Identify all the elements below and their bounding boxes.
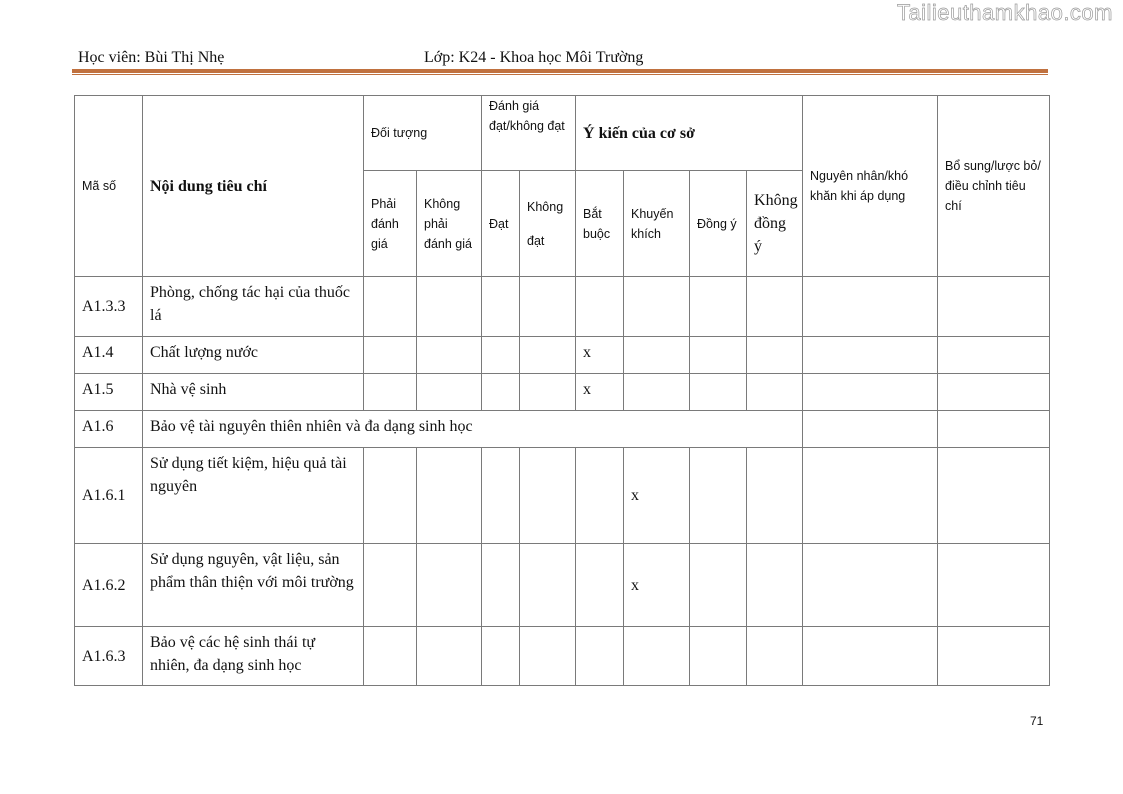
header-fail: Không đạt: [520, 171, 576, 277]
cell-encouraged: [624, 337, 690, 374]
criteria-table: [74, 95, 1050, 686]
row-content: Phòng, chống tác hại của thuốc lá: [143, 277, 364, 337]
header-student: Học viên: Bùi Thị Nhẹ: [78, 49, 225, 66]
cell-mandatory: [576, 544, 624, 627]
watermark: Tailieuthamkhao.com: [896, 0, 1113, 25]
header-class: Lớp: K24 - Khoa học Môi Trường: [424, 49, 644, 66]
cell-mandatory: x: [576, 337, 624, 374]
header-evaluation: Đánh giá đạt/không đạt: [482, 96, 576, 171]
row-content: Bảo vệ các hệ sinh thái tự nhiên, đa dạng sinh học: [143, 627, 364, 686]
cell-encouraged: [624, 374, 690, 411]
header-reason: Nguyên nhân/khó khăn khi áp dụng: [803, 96, 938, 277]
cell-encouraged: [624, 627, 690, 686]
header-opinion: Ý kiến của cơ sở: [576, 96, 803, 171]
header-disagree: Không đồng ý: [747, 171, 803, 277]
row-content: Nhà vệ sinh: [143, 374, 364, 411]
page-number: 71: [1030, 714, 1044, 728]
cell-encouraged: x: [624, 448, 690, 544]
cell-encouraged: [624, 277, 690, 337]
header-content: Nội dung tiêu chí: [143, 96, 364, 277]
header-rule: [72, 69, 1048, 73]
row-code: A1.6.2: [75, 544, 143, 627]
header-must-evaluate: Phải đánh giá: [364, 171, 417, 277]
row-code: A1.6.1: [75, 448, 143, 544]
header-pass: Đạt: [482, 171, 520, 277]
row-content: Sử dụng tiết kiệm, hiệu quả tài nguyên: [143, 448, 364, 544]
row-code: A1.6.3: [75, 627, 143, 686]
cell-mandatory: [576, 448, 624, 544]
row-content: Sử dụng nguyên, vật liệu, sản phẩm thân thiện với môi trường: [143, 544, 364, 627]
row-code: A1.3.3: [75, 277, 143, 337]
cell-mandatory: [576, 627, 624, 686]
header-agree: Đồng ý: [690, 171, 747, 277]
header-adjust: Bổ sung/lược bỏ/điều chỉnh tiêu chí: [938, 96, 1050, 277]
row-content-merged: Bảo vệ tài nguyên thiên nhiên và đa dạng sinh học: [143, 411, 803, 448]
cell-mandatory: x: [576, 374, 624, 411]
header-code: Mã số: [75, 96, 143, 277]
header-mandatory: Bắt buộc: [576, 171, 624, 277]
cell-encouraged: x: [624, 544, 690, 627]
header-encouraged: Khuyến khích: [624, 171, 690, 277]
row-code: A1.5: [75, 374, 143, 411]
row-code: A1.6: [75, 411, 143, 448]
row-code: A1.4: [75, 337, 143, 374]
header-subject: Đối tượng: [364, 96, 482, 171]
header-not-evaluate: Không phải đánh giá: [417, 171, 482, 277]
row-content: Chất lượng nước: [143, 337, 364, 374]
header-rule-thin: [72, 74, 1048, 75]
cell-mandatory: [576, 277, 624, 337]
